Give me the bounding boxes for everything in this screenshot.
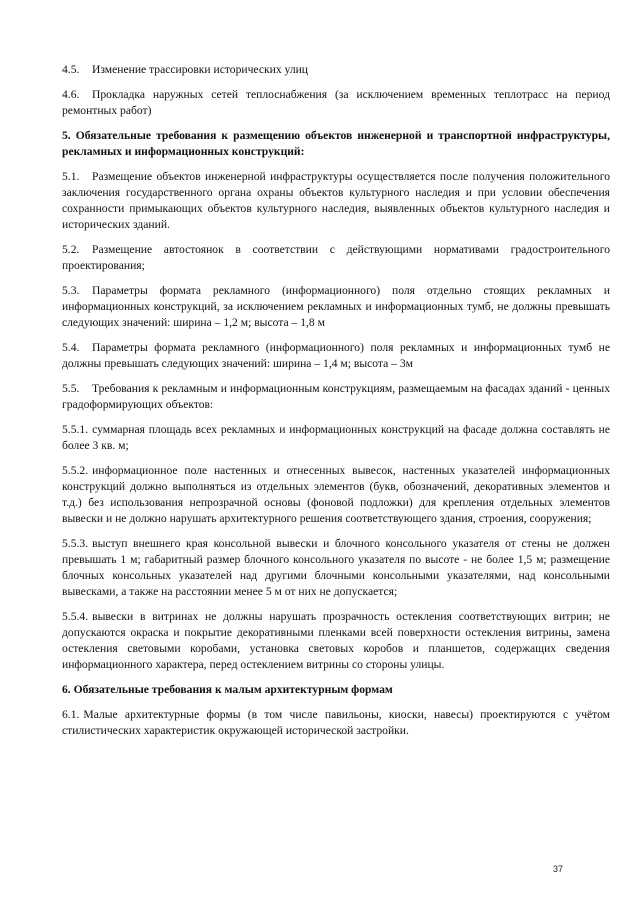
paragraph-text: Размещение объектов инженерной инфраструктуры осуществляется после получения положительного заключения государственного органа охраны объектов культурного наследия и при условии обеспечения сохранности примыкающих объектов культурного наследия, выявленных объектов культурного наследия и исторических зданий. bbox=[62, 170, 610, 231]
paragraph-text: Размещение автостоянок в соответствии с действующими нормативами градостроительного проектирования; bbox=[62, 243, 610, 272]
paragraph-number: 5.5.1. bbox=[62, 423, 89, 436]
paragraph-text: выступ внешнего края консольной вывески и блочного консольного указателя от стены не должен превышать 1 м; габаритный размер блочного консольного указателя по высоте - не более 1,5 м; размещение блочных консольных указателей над другими блочными консольными указателями, над консольными вывесками, а также на расстоянии менее 5 м от них не допускается; bbox=[62, 537, 610, 598]
paragraph-5-3 bbox=[62, 283, 610, 331]
paragraph-number: 5.2. bbox=[62, 243, 80, 256]
paragraph-5-1 bbox=[62, 169, 610, 233]
section-heading-6: 6. Обязательные требования к малым архитектурным формам bbox=[62, 683, 393, 696]
paragraph-5-4 bbox=[62, 340, 610, 372]
paragraph-5-5-4 bbox=[62, 609, 610, 673]
paragraph-5-2 bbox=[62, 242, 610, 274]
paragraph-text: Малые архитектурные формы (в том числе павильоны, киоски, навесы) проектируются с учётом стилистических характеристик окружающей исторической застройки. bbox=[62, 708, 610, 737]
paragraph-number: 5.5.4. bbox=[62, 610, 89, 623]
paragraph-number: 5.5.3. bbox=[62, 537, 89, 550]
paragraph-number: 5.3. bbox=[62, 284, 80, 297]
paragraph-text: Требования к рекламным и информационным конструкциям, размещаемым на фасадах зданий - ценных градоформирующих объектов: bbox=[62, 382, 610, 411]
paragraph-number: 6.1. bbox=[62, 708, 80, 721]
paragraph-text: вывески в витринах не должны нарушать прозрачность остекления соответствующих витрин; не допускаются окраска и покрытие декоративными пленками всей поверхности остекления витрины, замена остекления световыми коробами, установка световых коробов и планшетов, содержащих сведения информационного характера, перед остеклением витрины со стороны улицы. bbox=[62, 610, 610, 671]
paragraph-number: 5.1. bbox=[62, 170, 80, 183]
document-body bbox=[62, 62, 610, 748]
paragraph-text: суммарная площадь всех рекламных и информационных конструкций на фасаде должна составлять не более 3 кв. м; bbox=[62, 423, 610, 452]
paragraph-number: 5.5. bbox=[62, 382, 80, 395]
paragraph-5-5-1 bbox=[62, 422, 610, 454]
section-heading-5: 5. Обязательные требования к размещению объектов инженерной и транспортной инфраструктуры, рекламных и информационных конструкций: bbox=[62, 129, 610, 158]
paragraph-number: 4.5. bbox=[62, 63, 80, 76]
paragraph-text: Прокладка наружных сетей теплоснабжения (за исключением временных теплотрасс на период ремонтных работ) bbox=[62, 88, 610, 117]
paragraph-5-5-3 bbox=[62, 536, 610, 600]
page-number: 37 bbox=[553, 864, 564, 874]
paragraph-5-5-2 bbox=[62, 463, 610, 527]
paragraph-number: 4.6. bbox=[62, 88, 80, 101]
paragraph-number: 5.5.2. bbox=[62, 464, 89, 477]
paragraph-5-5 bbox=[62, 381, 610, 413]
paragraph-6-1 bbox=[62, 707, 610, 739]
paragraph-4-6 bbox=[62, 87, 610, 119]
paragraph-text: Параметры формата рекламного (информационного) поля рекламных и информационных тумб не должны превышать следующих значений: ширина – 1,4 м; высота – 3м bbox=[62, 341, 610, 370]
paragraph-text: Изменение трассировки исторических улиц bbox=[92, 63, 309, 76]
paragraph-text: информационное поле настенных и отнесенных вывесок, настенных указателей информационных конструкций должно выполняться из отдельных элементов (букв, обозначений, декоративных элементов и т.д.) без использования непрозрачной основы (фоновой подложки) для крепления отдельных элементов вывески и не должно нарушать архитектурного решения соответствующего здания, строения, сооружения; bbox=[62, 464, 610, 525]
paragraph-text: Параметры формата рекламного (информационного) поля отдельно стоящих рекламных и информационных конструкций, за исключением рекламных и информационных тумб, не должны превышать следующих значений: ширина – 1,2 м; высота – 1,8 м bbox=[62, 284, 610, 329]
paragraph-4-5 bbox=[62, 62, 610, 78]
paragraph-number: 5.4. bbox=[62, 341, 80, 354]
